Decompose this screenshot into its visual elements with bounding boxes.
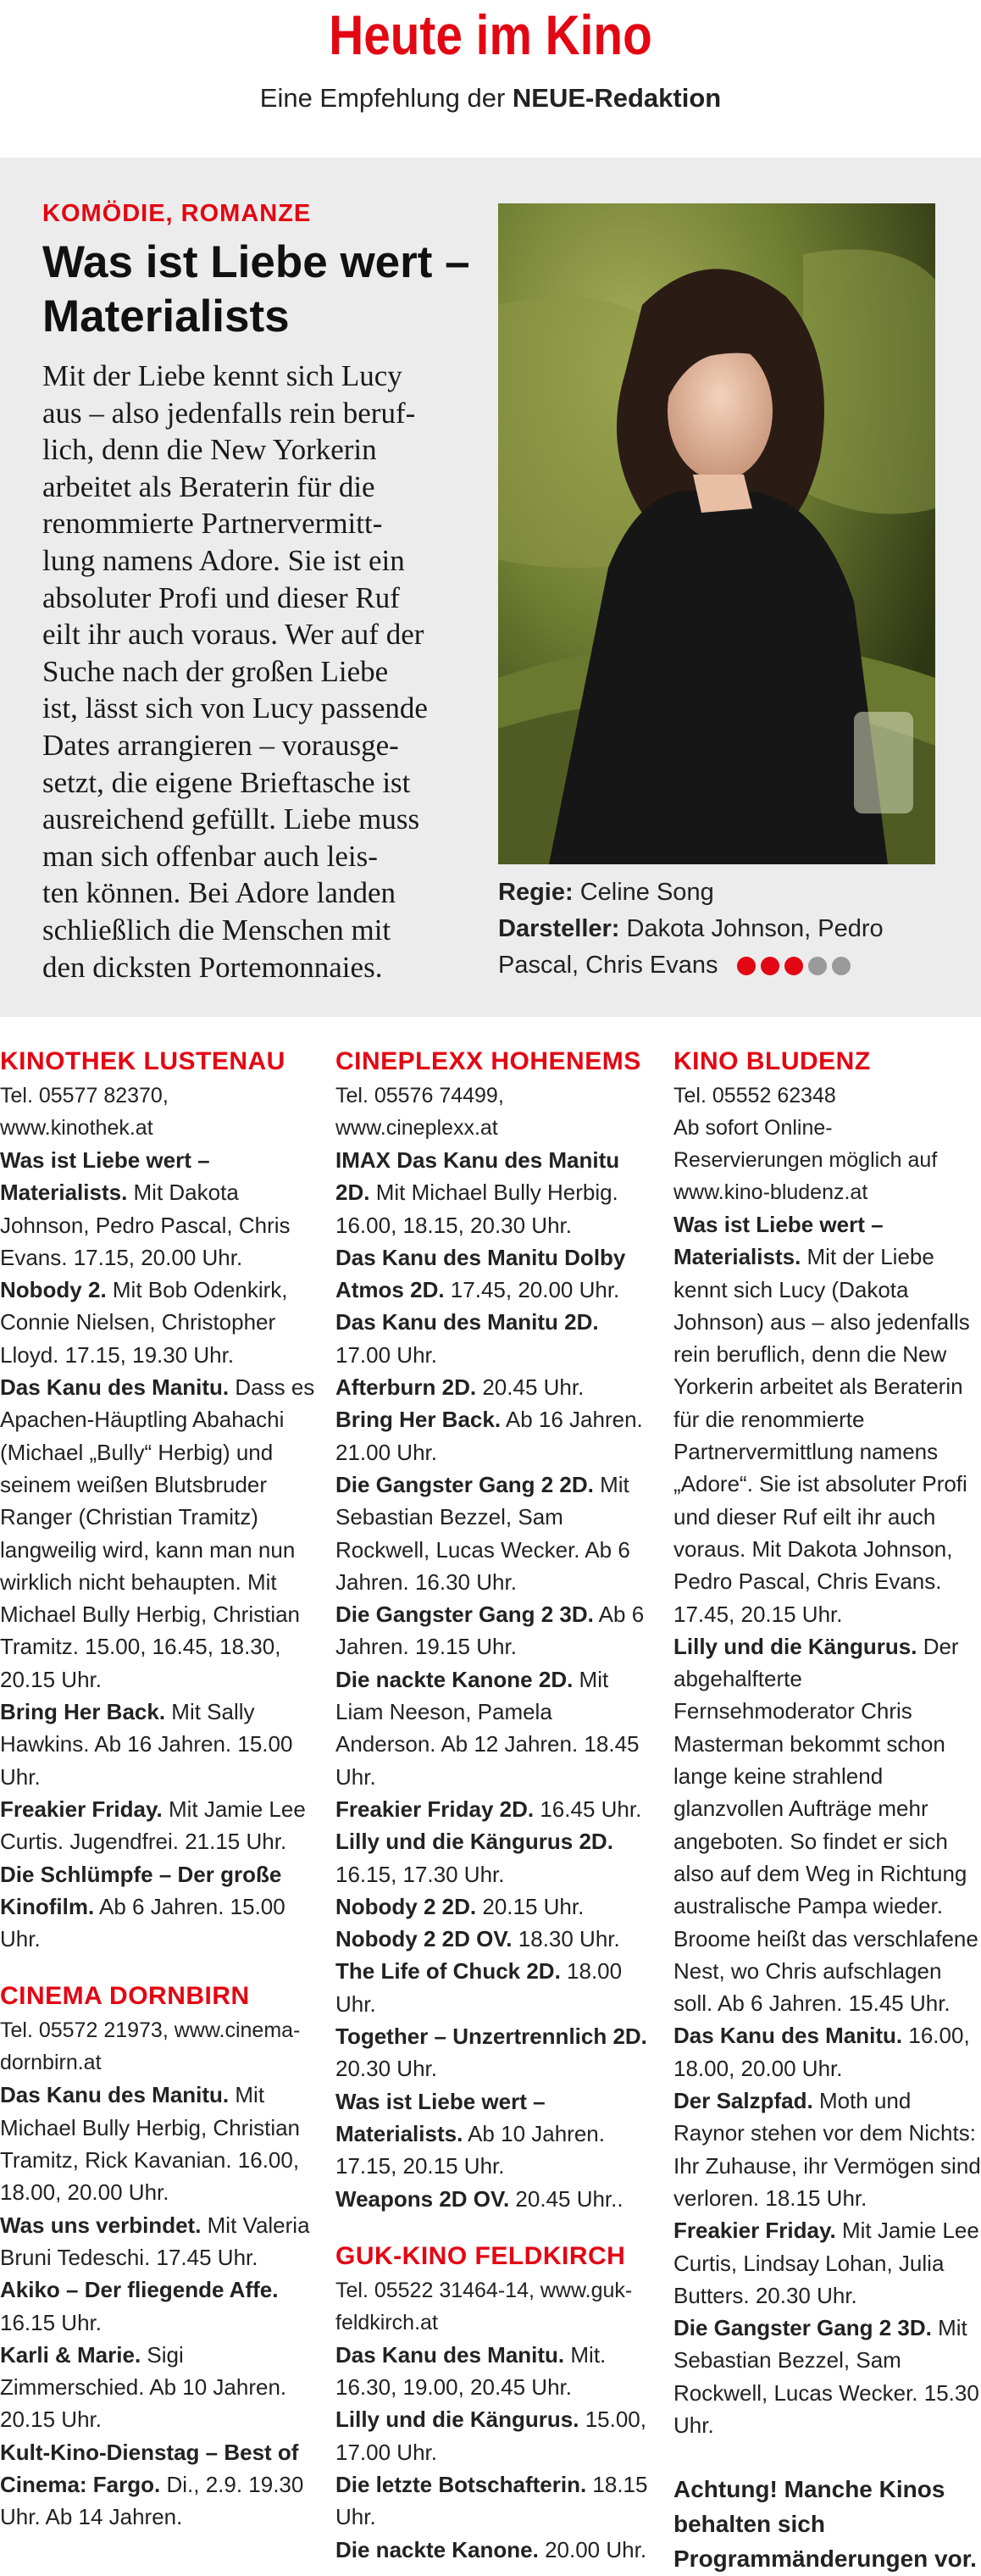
film-entry <box>335 2534 656 2566</box>
film-entry <box>673 2085 981 2214</box>
film-title: Die Schlümpfe – Der große Kinofilm. <box>0 1861 282 1919</box>
film-entry <box>673 1630 981 2020</box>
film-details: Mit Sally Hawkins. Ab 16 Jahren. 15.00 Uhr. <box>0 1699 293 1790</box>
film-details: Mit Liam Neeson, Pamela Anderson. Ab 12 Jahren. 18.45 Uhr. <box>335 1666 640 1790</box>
film-entry <box>335 1241 656 1307</box>
film-details: Ab 10 Jahren. 17.15, 20.15 Uhr. <box>335 2120 605 2179</box>
director-name: Celine Song <box>573 879 714 906</box>
feature-title: Was ist Liebe wert – Materialists <box>42 237 470 341</box>
film-entry <box>0 2436 320 2534</box>
film-details: 20.45 Uhr. <box>476 1374 585 1401</box>
film-entry <box>335 2085 656 2183</box>
rating-dot-filled <box>784 957 803 975</box>
film-details: 20.15 Uhr. <box>476 1893 585 1919</box>
film-entry <box>335 2020 656 2085</box>
film-entry <box>0 1371 320 1696</box>
film-entry <box>335 1923 656 1955</box>
film-title: Lilly und die Kängurus. <box>335 2407 579 2433</box>
film-title: Das Kanu des Manitu 2D. <box>335 1309 599 1335</box>
film-details: 16.45 Uhr. <box>534 1796 642 1822</box>
film-title: Die Gangster Gang 2 3D. <box>673 2315 932 2341</box>
film-entry <box>335 1793 656 1825</box>
film-title: Together – Unzertrennlich 2D. <box>335 2024 647 2050</box>
film-details: Mit Michael Bully Herbig. 16.00, 18.15, 20.30 Uhr. <box>335 1180 618 1238</box>
feature-genre: KOMÖDIE, ROMANZE <box>42 200 312 227</box>
cinema-contact: Tel. 05576 74499, www.cineplexx.at <box>335 1084 504 1140</box>
film-title: Die Gangster Gang 2 2D. <box>335 1471 594 1497</box>
film-title: Das Kanu des Manitu. <box>0 1374 230 1401</box>
film-details: 18.15 Uhr. <box>335 2471 648 2530</box>
film-title: Bring Her Back. <box>0 1699 166 1725</box>
page-subtitle <box>0 81 981 115</box>
film-title: Nobody 2. <box>0 1277 107 1303</box>
film-details: Der abgehalfterte Fernsehmoderator Chris Masterman bekommt schon lange keine strahlend glanzvollen Aufträge mehr angeboten. So findet er sich also auf dem Weg in Richtung australische Pampa wieder. Broome heißt das verschlafene Nest, wo Chris aufschlagen soll. Ab 6 Jahren. 15.45 Uhr. <box>673 1633 978 2017</box>
film-details: 16.00, 18.00, 20.00 Uhr. <box>673 2023 970 2081</box>
rating-dot-empty <box>832 957 851 975</box>
schedule-notice: Achtung! Manche Kinos behalten sich Programmänderungen vor. <box>673 2476 977 2573</box>
film-details: 20.00 Uhr. <box>538 2536 647 2562</box>
film-title: The Life of Chuck 2D. <box>335 1958 561 1985</box>
film-title: Das Kanu des Manitu. <box>335 2341 565 2368</box>
rating-dots <box>737 957 851 975</box>
cinema-block <box>335 1044 656 2215</box>
film-entry <box>335 1306 656 1371</box>
film-entry <box>335 2468 656 2534</box>
film-details: Mit Jamie Lee Curtis, Lindsay Lohan, Julia Butters. 20.30 Uhr. <box>673 2218 979 2308</box>
film-title: Akiko – Der fliegende Affe. <box>0 2277 279 2303</box>
rating-dot-filled <box>737 957 756 975</box>
film-entry <box>0 1696 320 1793</box>
film-details: Di., 2.9. 19.30 Uhr. Ab 14 Jahren. <box>0 2471 304 2530</box>
cinema-name: CINEMA DORNBIRN <box>0 1982 250 2011</box>
film-details: Sigi Zimmerschied. Ab 10 Jahren. 20.15 Uhr. <box>0 2341 287 2433</box>
film-title: Afterburn 2D. <box>335 1374 477 1401</box>
feature-credits <box>498 874 956 984</box>
film-entry <box>0 2079 320 2208</box>
cast-label: Darsteller: <box>498 915 620 942</box>
cinema-contact: Tel. 05552 62348 <box>673 1084 836 1108</box>
film-entry <box>335 1890 656 1923</box>
film-title: Kult-Kino-Dienstag – Best of Cinema: Fargo. <box>0 2439 299 2497</box>
director-label: Regie: <box>498 879 574 906</box>
film-title: Die Gangster Gang 2 3D. <box>335 1602 594 1628</box>
film-title: Bring Her Back. <box>335 1407 502 1433</box>
film-details: Mit Valeria Bruni Tedeschi. 17.45 Uhr. <box>0 2212 310 2270</box>
film-details: Mit Sebastian Bezzel, Sam Rockwell, Lucas Wecker. Ab 6 Jahren. 16.30 Uhr. <box>335 1471 630 1595</box>
film-details: Dass es Apachen-Häuptling Abahachi (Michael „Bully“ Herbig) und seinem weißen Blutsbruder Ranger (Christian Tramitz) langweilig wird, kann man nun wirklich nicht behaupten. Mit Michael Bully Herbig, Christian Tramitz. 15.00, 16.45, 18.30, 20.15 Uhr. <box>0 1374 315 1692</box>
film-entry <box>335 1468 656 1598</box>
film-title: Die nackte Kanone. <box>335 2536 539 2562</box>
film-title: Lilly und die Kängurus. <box>673 1633 917 1659</box>
cinema-contact: Tel. 05572 21973, www.cinema-dornbirn.at <box>0 2018 301 2075</box>
film-details: 16.15 Uhr. <box>0 2309 102 2335</box>
film-title: Die nackte Kanone 2D. <box>335 1666 574 1692</box>
film-title: Was ist Liebe wert – Materialists. <box>0 1147 210 1206</box>
film-entry <box>0 2273 320 2339</box>
cinema-contact: Tel. 05577 82370, www.kinothek.at <box>0 1084 169 1140</box>
film-entry <box>0 1858 320 1956</box>
film-title: Das Kanu des Manitu Dolby Atmos 2D. <box>335 1244 626 1303</box>
rating-dot-filled <box>761 957 779 975</box>
cinema-block <box>0 1979 320 2533</box>
film-entry <box>335 1144 656 1241</box>
film-entry <box>0 2339 320 2436</box>
film-details: Ab 16 Jahren. 21.00 Uhr. <box>335 1407 643 1465</box>
film-title: Weapons 2D OV. <box>335 2185 510 2212</box>
rating-dot-empty <box>808 957 827 975</box>
film-title: Freakier Friday. <box>673 2218 836 2244</box>
film-details: 20.30 Uhr. <box>335 2056 437 2082</box>
listing-column-3 <box>673 1044 981 2576</box>
subtitle-brand: NEUE-Redaktion <box>512 83 722 113</box>
film-title: Was uns verbindet. <box>0 2212 202 2238</box>
film-entry <box>335 1598 656 1663</box>
film-entry <box>673 2214 981 2312</box>
feature-photo <box>498 203 935 864</box>
feature-body: Mit der Liebe kennt sich Lucy aus – also jedenfalls rein beruf- lich, denn die New Yorkerin arbeitet als Beraterin für die renommierte Partnervermitt- lung namens Adore. Sie ist ein absoluter Profi und dieser Ruf eilt ihr auch voraus. Wer auf der Suche nach der großen Liebe ist, lässt sich von Lucy passende Dates arrangieren – vorausge- setzt, die eigene Brieftasche ist ausreichend gefüllt. Liebe muss man sich offenbar auch leis- ten können. Bei Adore landen schließlich die Menschen mit den dicksten Portemonnaies. <box>42 359 428 984</box>
film-details: 17.45, 20.00 Uhr. <box>444 1277 620 1303</box>
film-details: 18.00 Uhr. <box>335 1958 623 2017</box>
film-title: Was ist Liebe wert – Materialists. <box>335 2088 546 2146</box>
film-entry <box>335 1403 656 1468</box>
subtitle-prefix: Eine Empfehlung der <box>259 83 513 113</box>
film-details: Mit Jamie Lee Curtis. Jugendfrei. 21.15 Uhr. <box>0 1796 306 1855</box>
photo-illustration <box>498 203 935 864</box>
cinema-name: KINOTHEK LUSTENAU <box>0 1047 285 1075</box>
film-details: Ab 6 Jahren. 19.15 Uhr. <box>335 1602 645 1660</box>
film-details: 15.00, 17.00 Uhr. <box>335 2407 646 2465</box>
film-title: Nobody 2 2D OV. <box>335 1926 513 1952</box>
film-details: Mit der Liebe kennt sich Lucy (Dakota Johnson) aus – also jedenfalls rein beruflich, denn die New Yorkerin arbeitet als Beraterin für die renommierte Partnervermittlung namens „Adore“. Sie ist absoluter Profi und dieser Ruf eilt ihr auch voraus. Mit Dakota Johnson, Pedro Pascal, Chris Evans. 17.45, 20.15 Uhr. <box>673 1244 970 1627</box>
film-details: Mit Bob Odenkirk, Connie Nielsen, Christopher Lloyd. 17.15, 19.30 Uhr. <box>0 1277 288 1368</box>
cinema-intro: Ab sofort Online-Reservierungen möglich auf www.kino-bludenz.at <box>673 1116 938 1204</box>
film-details: 16.15, 17.30 Uhr. <box>335 1861 505 1887</box>
cinema-block <box>673 1044 981 2441</box>
film-title: IMAX Das Kanu des Manitu 2D. <box>335 1147 620 1206</box>
film-title: Das Kanu des Manitu. <box>673 2023 903 2049</box>
film-details: Mit Dakota Johnson, Pedro Pascal, Chris Evans. 17.15, 20.00 Uhr. <box>0 1180 291 1270</box>
listing-column-2 <box>335 1044 656 2566</box>
film-entry <box>335 2403 656 2468</box>
film-title: Der Salzpfad. <box>673 2088 813 2114</box>
listing-column-1 <box>0 1044 320 2534</box>
film-entry <box>0 2209 320 2274</box>
film-title: Das Kanu des Manitu. <box>0 2082 230 2108</box>
cast-names: Dakota Johnson, Pedro Pascal, Chris Evans <box>498 915 884 979</box>
cinema-name: CINEPLEXX HOHENEMS <box>335 1047 641 1075</box>
film-entry <box>335 1663 656 1793</box>
film-details: Ab 6 Jahren. 15.00 Uhr. <box>0 1893 285 1952</box>
page-title: Heute im Kino <box>329 3 652 66</box>
film-entry <box>673 1208 981 1630</box>
cinema-contact: Tel. 05522 31464-14, www.guk-feldkirch.at <box>335 2278 633 2334</box>
feature-article <box>0 158 981 1017</box>
film-entry <box>673 2312 981 2441</box>
film-entry <box>335 1825 656 1890</box>
cinema-block <box>335 2239 656 2566</box>
film-entry <box>0 1793 320 1858</box>
film-entry <box>673 2019 981 2085</box>
film-title: Freakier Friday. <box>0 1796 163 1822</box>
film-title: Die letzte Botschafterin. <box>335 2471 587 2497</box>
cinema-name: GUK-KINO FELDKIRCH <box>335 2241 626 2270</box>
film-details: Moth und Raynor stehen vor dem Nichts: Ihr Zuhause, ihr Vermögen sind verloren. 18.15 Uhr. <box>673 2088 981 2211</box>
film-title: Nobody 2 2D. <box>335 1893 477 1919</box>
film-details: 20.45 Uhr.. <box>509 2185 624 2212</box>
film-entry <box>0 1274 320 1371</box>
film-title: Lilly und die Kängurus 2D. <box>335 1829 613 1855</box>
director-line <box>498 874 956 911</box>
cast-line <box>498 911 956 984</box>
film-entry <box>335 2183 656 2215</box>
film-entry <box>0 1144 320 1274</box>
cinema-name: KINO BLUDENZ <box>673 1047 871 1075</box>
cinema-block <box>0 1044 320 1955</box>
film-details: Mit Sebastian Bezzel, Sam Rockwell, Lucas Wecker. 15.30 Uhr. <box>673 2315 979 2438</box>
film-title: Was ist Liebe wert – Materialists. <box>673 1212 884 1270</box>
film-title: Freakier Friday 2D. <box>335 1796 535 1822</box>
film-entry <box>335 1955 656 2020</box>
film-entry <box>335 1371 656 1403</box>
film-title: Karli & Marie. <box>0 2341 141 2368</box>
film-details: Mit Michael Bully Herbig, Christian Tramitz, Rick Kavanian. 16.00, 18.00, 20.00 Uhr. <box>0 2082 301 2206</box>
film-details: 18.30 Uhr. <box>512 1926 620 1952</box>
film-entry <box>335 2339 656 2404</box>
film-details: Mit. 16.30, 19.00, 20.45 Uhr. <box>335 2341 607 2401</box>
film-details: 17.00 Uhr. <box>335 1341 437 1368</box>
